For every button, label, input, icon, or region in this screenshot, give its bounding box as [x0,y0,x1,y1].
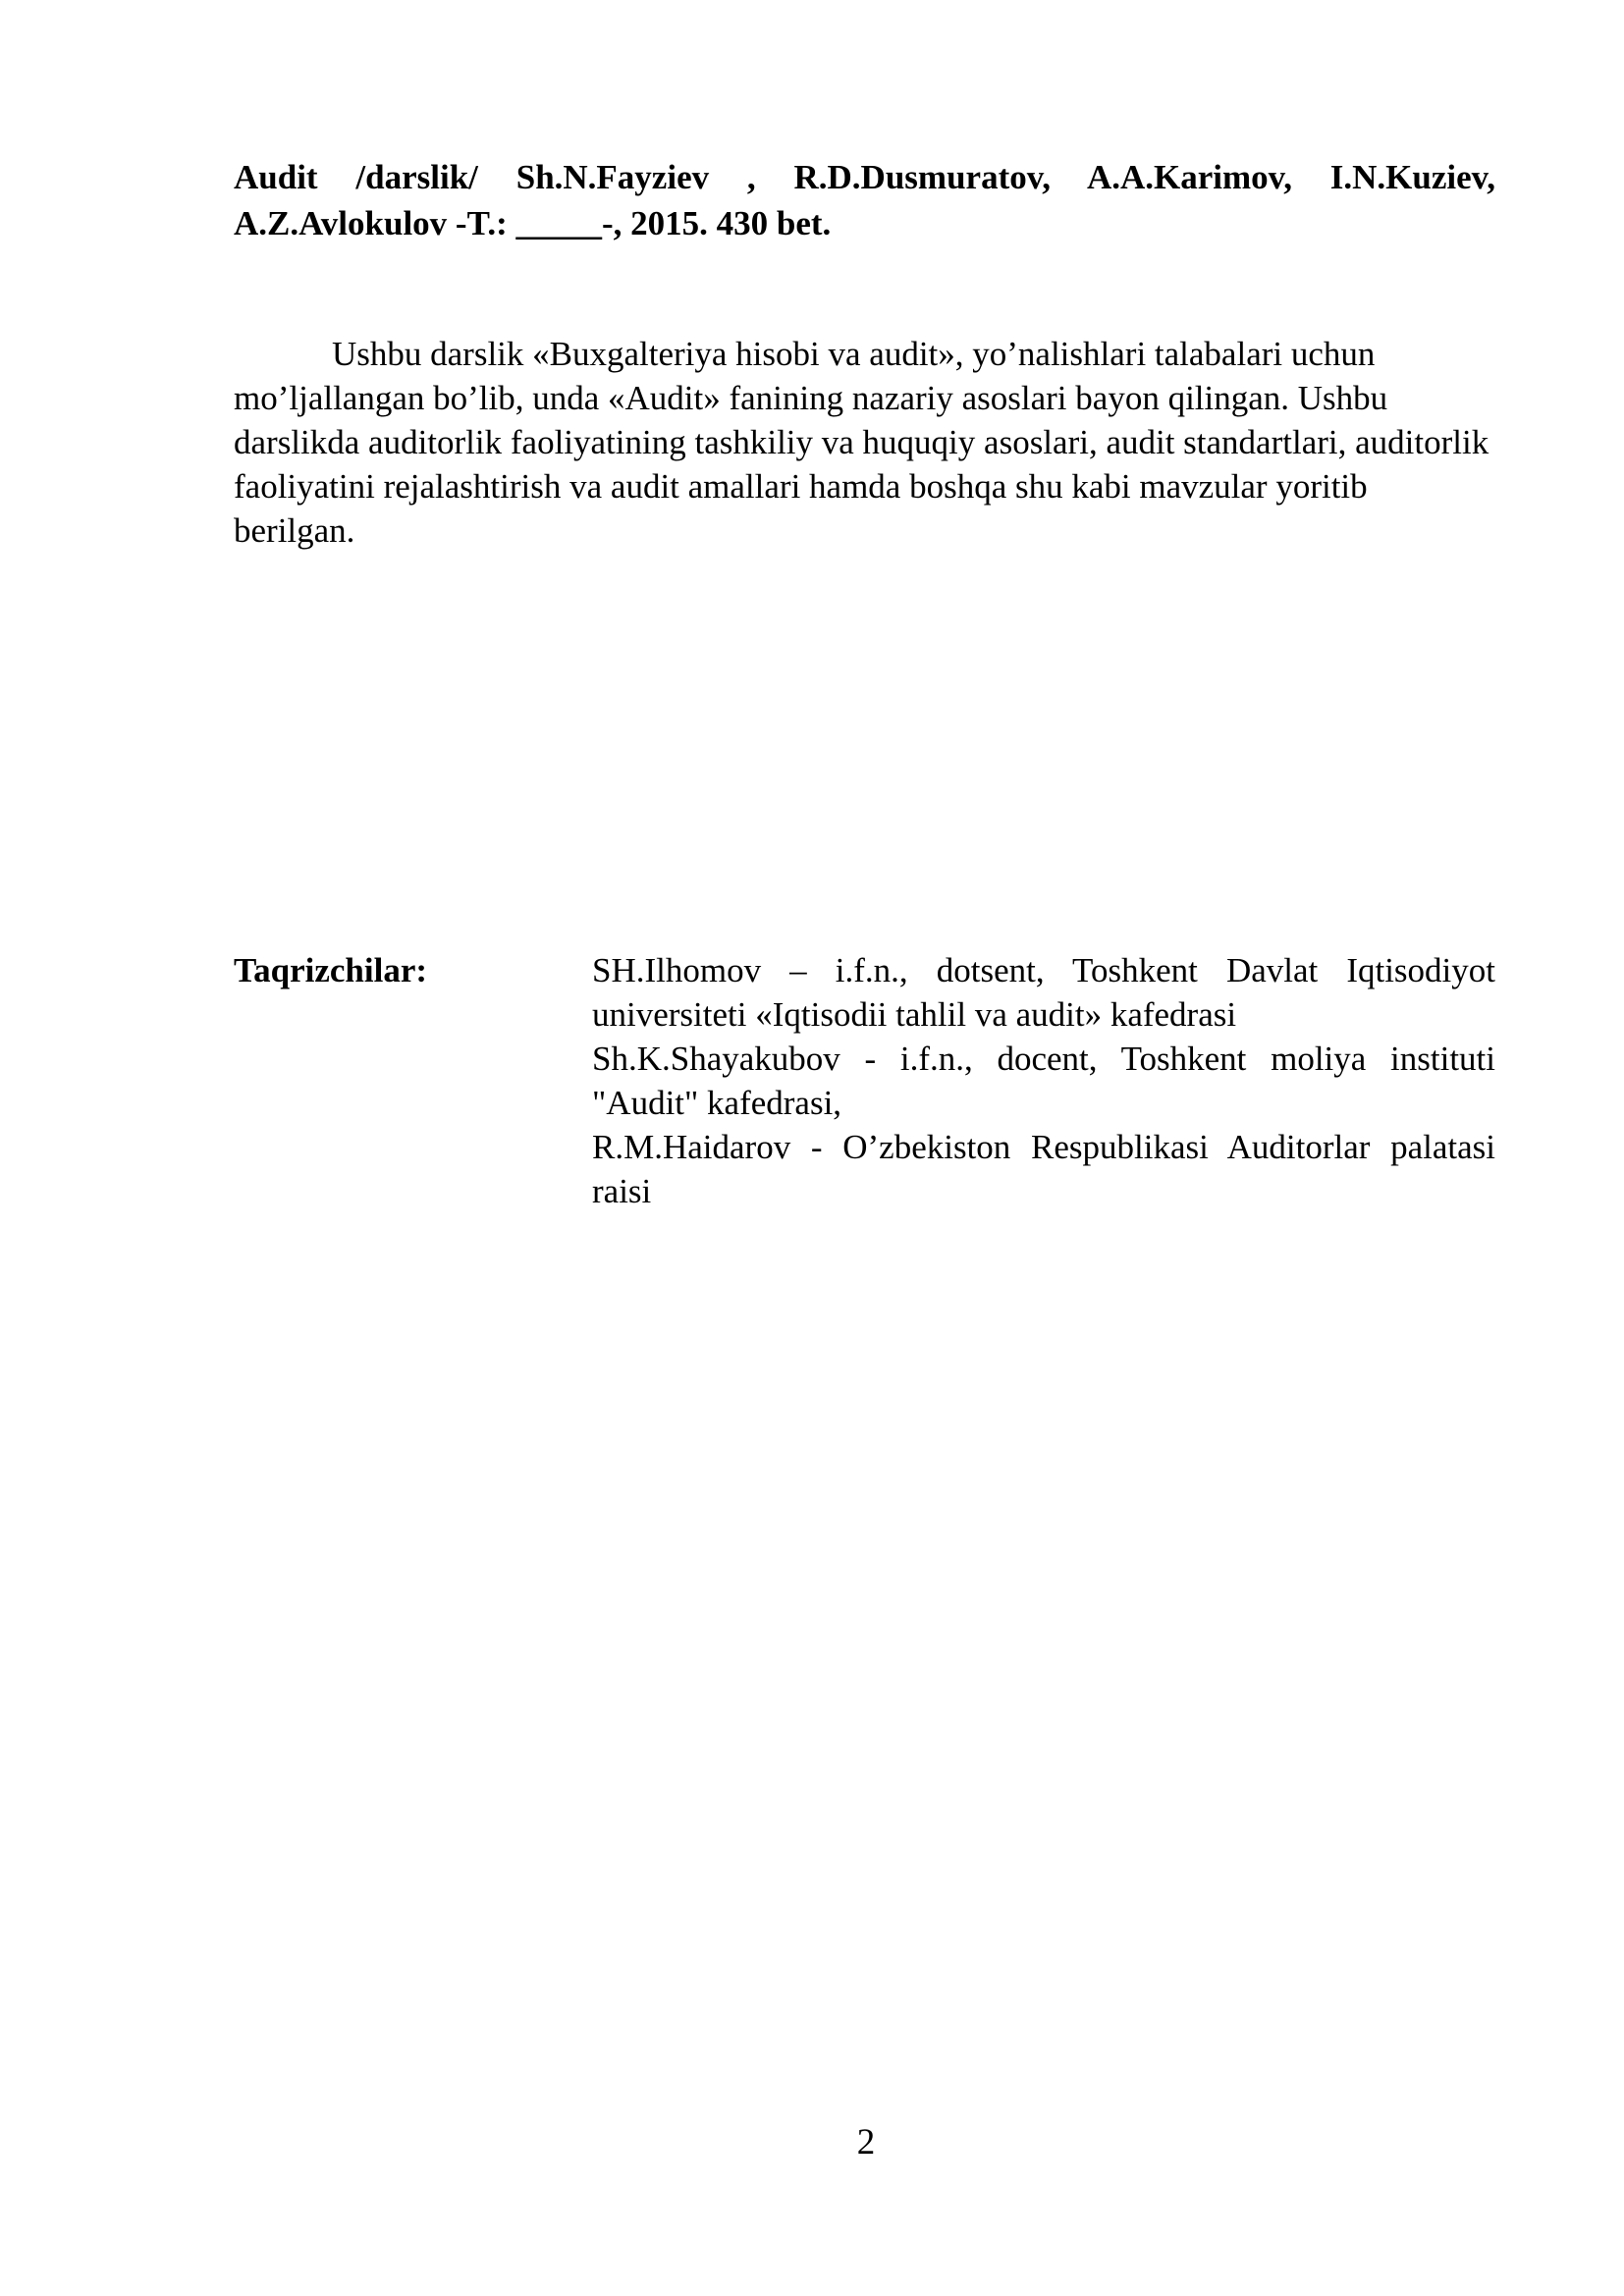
reviewers-label: Taqrizchilar: [234,951,428,989]
reviewer-item: SH.Ilhomov – i.f.n., dotsent, Toshkent Davlat Iqtisodiyot universiteti «Iqtisodii tahlil va audit» kafedrasi [592,951,1495,1034]
abstract-text: Ushbu darslik «Buxgalteriya hisobi va audit», yo’nalishlari talabalari uchun mo’ljallangan bo’lib, unda «Audit» fanining nazariy asoslari bayon qilingan. Ushbu darslikda auditorlik faoliyatining tashkiliy va huquqiy asoslari, audit standartlari, auditorlik faoliyatini rejalashtirish va audit amallari hamda boshqa shu kabi mavzular yoritib berilgan. [234,335,1489,550]
page-number: 2 [856,2122,876,2163]
abstract-paragraph [234,332,1495,553]
reviewers-list [592,948,1495,1213]
reviewer-item: R.M.Haidarov - O’zbekiston Respublikasi Auditorlar palatasi raisi [592,1128,1495,1210]
reviewer-item: Sh.K.Shayakubov - i.f.n., docent, Toshkent moliya instituti "Audit" kafedrasi, [592,1040,1495,1122]
bibliographic-entry: Audit /darslik/ Sh.N.Fayziev , R.D.Dusmuratov, A.A.Karimov, I.N.Kuziev, A.Z.Avlokulov -T.: _____-, 2015. 430 bet. [234,158,1495,242]
